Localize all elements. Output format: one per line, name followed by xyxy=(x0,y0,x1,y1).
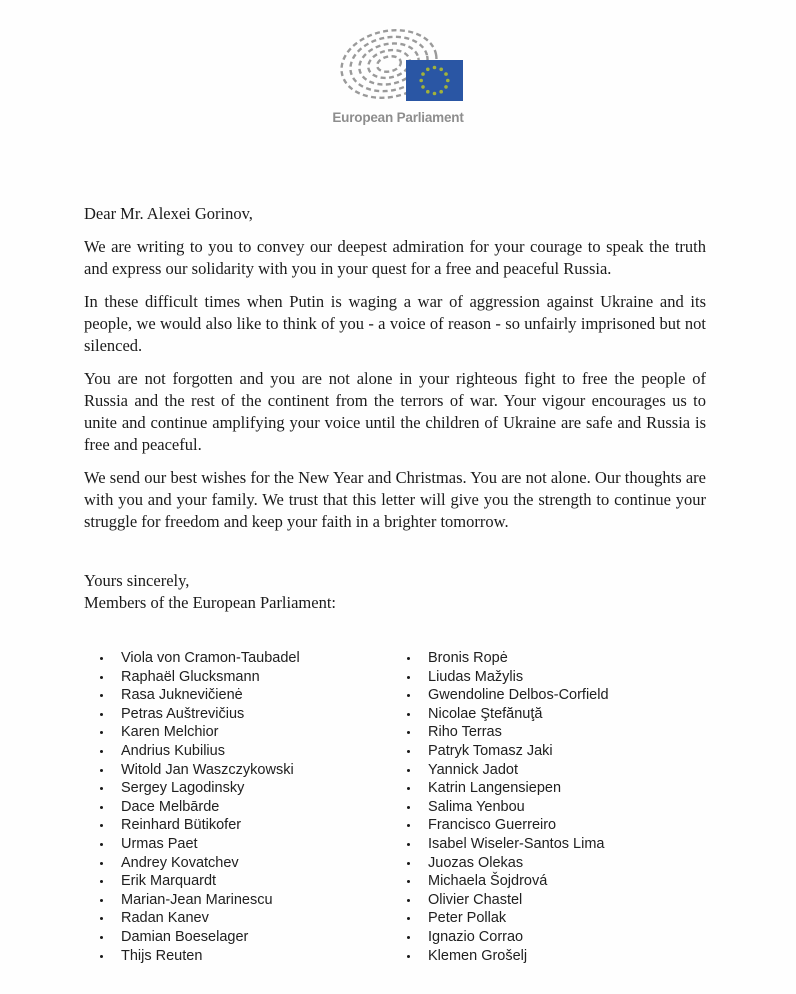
signatory-item: • Damian Boeselager xyxy=(113,928,391,947)
signatory-item: • Juozas Olekas xyxy=(420,854,706,873)
closing-members-line: Members of the European Parliament: xyxy=(84,593,337,612)
signatory-item: • Michaela Šojdrová xyxy=(420,872,706,891)
paragraph-difficult-times: In these difficult times when Putin is waging a war of aggression against Ukraine and its people, we would also like to think of you - a voice of reason - so unfairly imprisoned but not silenced. xyxy=(84,292,706,355)
signatory-item: • Andrey Kovatchev xyxy=(113,854,391,873)
signatory-item: • Riho Terras xyxy=(420,723,706,742)
signatory-item: • Klemen Grošelj xyxy=(420,947,706,966)
signatory-item: • Salima Yenbou xyxy=(420,798,706,817)
signatory-item: • Andrius Kubilius xyxy=(113,742,391,761)
signatories-right-column xyxy=(391,649,706,965)
european-parliament-logo xyxy=(328,26,468,125)
signatory-item: • Urmas Paet xyxy=(113,835,391,854)
signatory-item: • Dace Melbārde xyxy=(113,798,391,817)
signatory-item: • Witold Jan Waszczykowski xyxy=(113,761,391,780)
logo-caption: European Parliament xyxy=(332,110,464,125)
signatory-item: • Nicolae Ştefănuţă xyxy=(420,705,706,724)
signatory-item: • Karen Melchior xyxy=(113,723,391,742)
ep-hemicycle-logo-icon xyxy=(332,26,464,104)
signatory-item: • Olivier Chastel xyxy=(420,891,706,910)
paragraph-admiration: We are writing to you to convey our deepest admiration for your courage to speak the truth and express our solidarity with you in your quest for a free and peaceful Russia. xyxy=(84,237,706,278)
closing-block xyxy=(84,570,706,614)
signatory-item: • Bronis Ropė xyxy=(420,649,706,668)
signatories-left-column xyxy=(84,649,391,965)
signatory-item: • Patryk Tomasz Jaki xyxy=(420,742,706,761)
signatories-columns xyxy=(84,649,706,965)
signatory-item: • Marian-Jean Marinescu xyxy=(113,891,391,910)
signatory-item: • Liudas Mažylis xyxy=(420,668,706,687)
paragraph-best-wishes: We send our best wishes for the New Year and Christmas. You are not alone. Our thoughts are with you and your family. We trust that this letter will give you the strength to continue your struggle for freedom and keep your faith in a brighter tomorrow. xyxy=(84,468,706,531)
closing-yours-sincerely: Yours sincerely, xyxy=(84,571,190,590)
letter-body xyxy=(84,203,706,965)
signatory-item: • Viola von Cramon-Taubadel xyxy=(113,649,391,668)
signatory-item: • Radan Kanev xyxy=(113,909,391,928)
paragraph-not-forgotten: You are not forgotten and you are not alone in your righteous fight to free the people of Russia and the rest of the continent from the terrors of war. Your vigour encourages us to unite and continue amplifying your voice until the children of Ukraine are safe and Russia is free and peaceful. xyxy=(84,369,706,454)
signatory-item: • Gwendoline Delbos-Corfield xyxy=(420,686,706,705)
signatory-item: • Sergey Lagodinsky xyxy=(113,779,391,798)
signatory-item: • Reinhard Bütikofer xyxy=(113,816,391,835)
signatory-item: • Ignazio Corrao xyxy=(420,928,706,947)
signatory-item: • Peter Pollak xyxy=(420,909,706,928)
signatory-item: • Erik Marquardt xyxy=(113,872,391,891)
signatory-item: • Isabel Wiseler-Santos Lima xyxy=(420,835,706,854)
signatory-item: • Raphaël Glucksmann xyxy=(113,668,391,687)
signatory-item: • Thijs Reuten xyxy=(113,947,391,966)
signatory-item: • Yannick Jadot xyxy=(420,761,706,780)
signatory-item: • Rasa Juknevičienė xyxy=(113,686,391,705)
signatory-item: • Katrin Langensiepen xyxy=(420,779,706,798)
salutation: Dear Mr. Alexei Gorinov, xyxy=(84,204,253,223)
signatory-item: • Petras Auštrevičius xyxy=(113,705,391,724)
signatory-item: • Francisco Guerreiro xyxy=(420,816,706,835)
